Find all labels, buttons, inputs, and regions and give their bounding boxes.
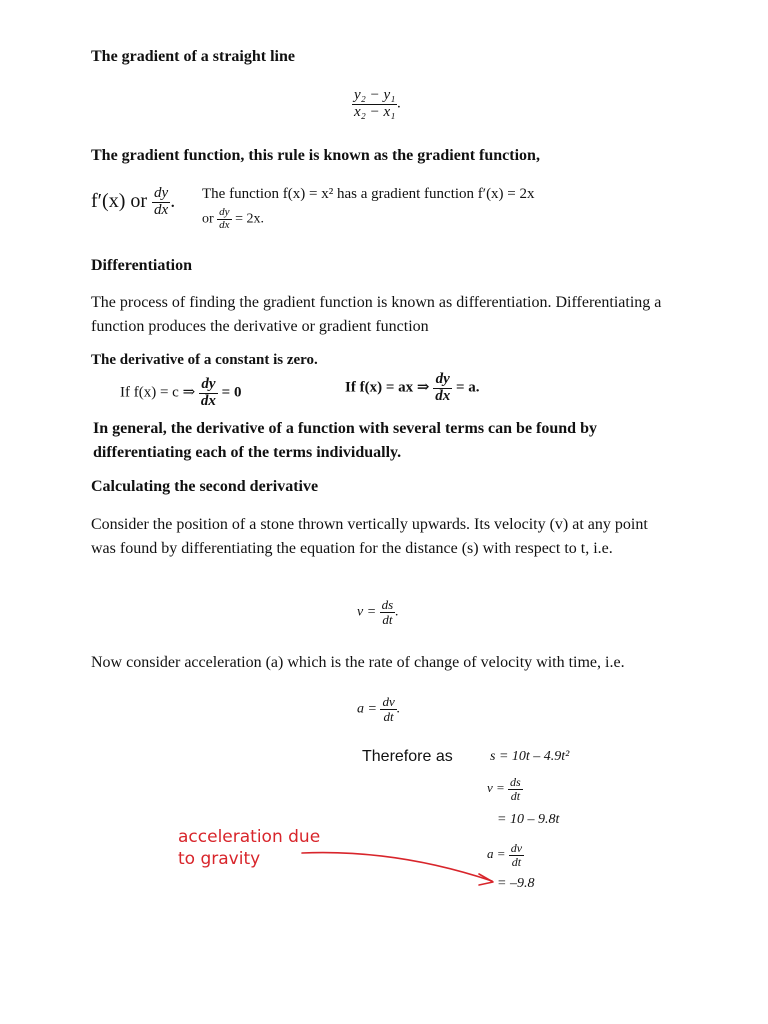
velocity-lead: v = xyxy=(357,604,377,620)
paragraph-acceleration: Now consider acceleration (a) which is the rate of change of velocity with time, i.e. xyxy=(91,654,625,671)
acceleration-denominator: dt xyxy=(383,708,394,724)
example-line2 xyxy=(202,207,264,231)
rule-constant xyxy=(120,377,241,410)
notation-numerator: dy xyxy=(154,185,169,201)
worked-v-equation xyxy=(487,776,523,802)
velocity-period: . xyxy=(395,604,399,620)
annotation-arrow-shaft xyxy=(302,853,492,881)
example-denominator: dx xyxy=(219,218,230,231)
heading-gradient-straight-line: The gradient of a straight line xyxy=(91,48,295,65)
notation-lead: f′(x) or xyxy=(91,189,148,212)
heading-derivative-constant: The derivative of a constant is zero. xyxy=(91,352,318,368)
rule2-lead: If f(x) = ax ⇒ xyxy=(345,379,430,396)
worked-s-equation: s = 10t – 4.9t² xyxy=(490,749,570,764)
acceleration-lead: a = xyxy=(357,701,377,717)
rule1-denominator: dx xyxy=(200,392,216,409)
worked-a-lead: a = xyxy=(487,846,506,862)
formula-straight-line-gradient xyxy=(352,88,401,121)
example-line1: The function f(x) = x² has a gradient function f′(x) = 2x xyxy=(202,186,535,202)
acceleration-period: . xyxy=(396,701,401,717)
worked-v-numerator: ds xyxy=(510,775,521,789)
example-numerator: dy xyxy=(219,206,230,218)
worked-a-denominator: dt xyxy=(511,854,522,869)
rule1-numerator: dy xyxy=(199,377,218,394)
notation-denominator: dx xyxy=(154,201,169,218)
velocity-denominator: dt xyxy=(382,611,393,627)
annotation-line1: acceleration due xyxy=(178,827,321,847)
formula-acceleration xyxy=(357,695,400,723)
formula-period: . xyxy=(397,95,402,112)
worked-v-denominator: dt xyxy=(510,788,521,803)
paragraph-general-rule: In general, the derivative of a function with several terms can be found by differentiating each of the terms individually. xyxy=(93,420,597,461)
formula-denominator: x₂ − x₁ xyxy=(354,103,396,120)
worked-a-result: = –9.8 xyxy=(497,876,535,891)
heading-differentiation: Differentiation xyxy=(91,257,193,274)
rule2-tail: = a. xyxy=(455,379,480,396)
formula-numerator: y₂ − y₁ xyxy=(354,87,396,103)
example-tail: = 2x. xyxy=(235,211,264,227)
rule-linear xyxy=(345,372,480,405)
notation-period: . xyxy=(170,189,176,212)
worked-v-result: = 10 – 9.8t xyxy=(497,812,560,827)
acceleration-numerator: dv xyxy=(382,694,395,709)
paragraph-differentiation: The process of finding the gradient function is known as differentiation. Differentiating a function produces the derivative or gradient function xyxy=(91,294,662,335)
heading-gradient-function: The gradient function, this rule is known as the gradient function, xyxy=(91,147,540,164)
rule1-tail: = 0 xyxy=(221,384,242,401)
velocity-numerator: ds xyxy=(381,597,394,612)
annotation-line2: to gravity xyxy=(178,849,261,869)
rule2-numerator: dy xyxy=(433,372,452,389)
paragraph-stone-velocity: Consider the position of a stone thrown vertically upwards. Its velocity (v) at any point was found by differentiating the equation for the distance (s) with respect to t, i.e. xyxy=(91,516,648,557)
heading-second-derivative: Calculating the second derivative xyxy=(91,478,319,495)
therefore-label: Therefore as xyxy=(362,748,453,765)
annotation-arrow xyxy=(296,845,502,890)
formula-velocity xyxy=(357,598,399,626)
rule2-denominator: dx xyxy=(435,387,451,404)
gradient-notation xyxy=(91,186,175,219)
rule1-lead: If f(x) = c ⇒ xyxy=(120,384,196,401)
worked-a-numerator: dv xyxy=(510,841,523,855)
worked-v-lead: v = xyxy=(487,780,505,796)
example-or: or xyxy=(202,211,214,227)
